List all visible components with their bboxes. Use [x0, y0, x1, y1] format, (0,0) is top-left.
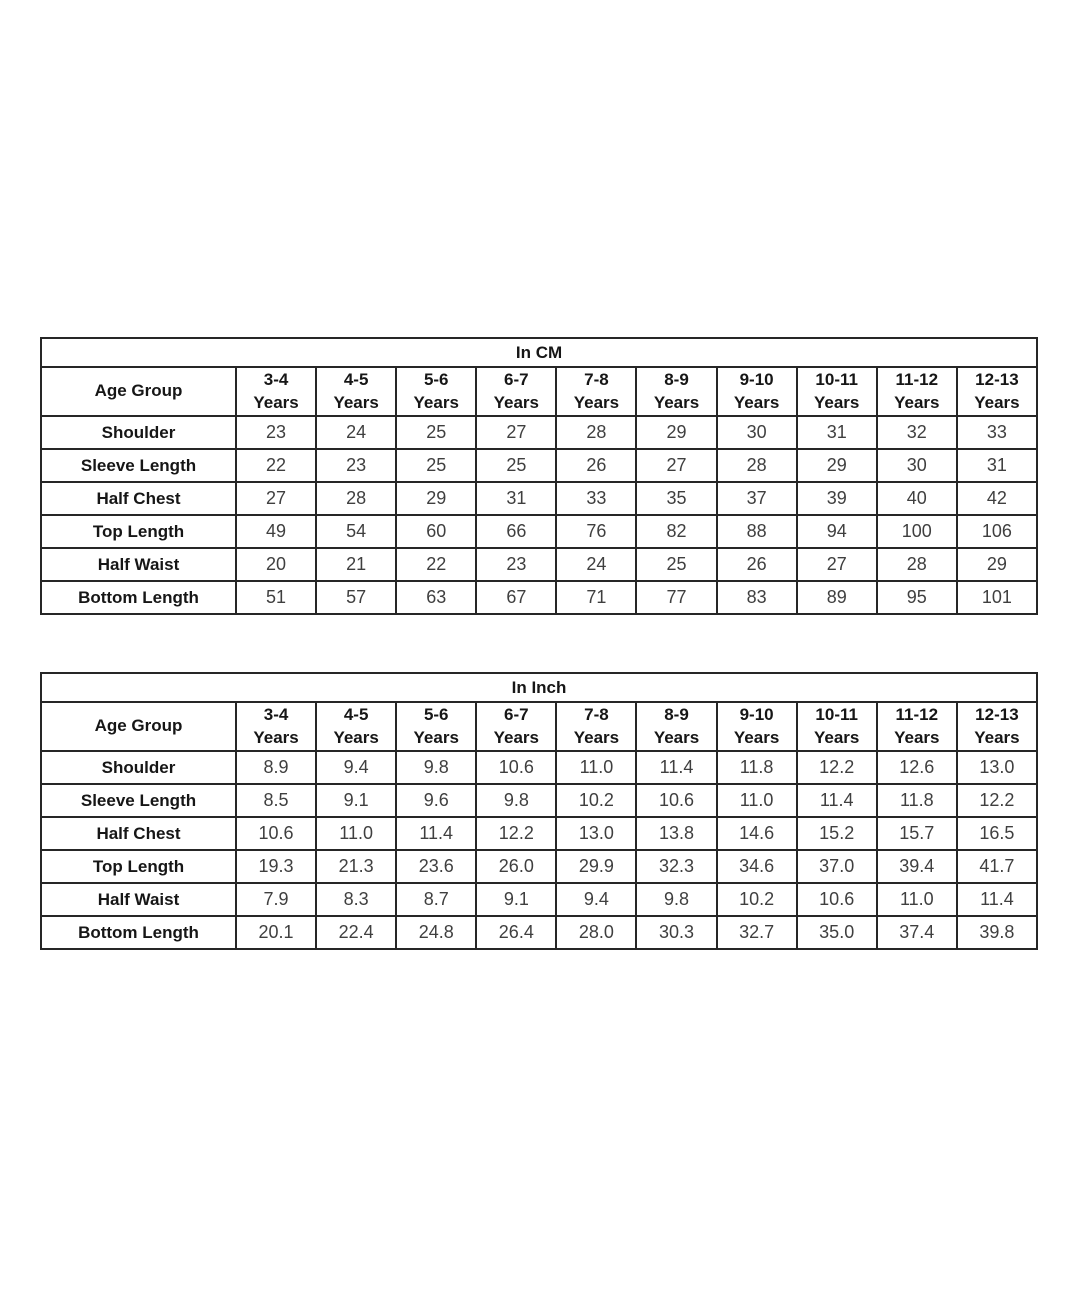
measurement-value: 11.4	[797, 784, 877, 817]
measurement-value: 39.8	[957, 916, 1037, 949]
table-row	[41, 548, 1037, 581]
age-group-header: Age Group	[41, 702, 236, 751]
measurement-value: 57	[316, 581, 396, 614]
measurement-value: 12.2	[797, 751, 877, 784]
measurement-value: 31	[476, 482, 556, 515]
measurement-value: 37	[717, 482, 797, 515]
measurement-value: 10.2	[717, 883, 797, 916]
measurement-value: 11.8	[877, 784, 957, 817]
row-label: Top Length	[41, 515, 236, 548]
measurement-value: 7.9	[236, 883, 316, 916]
measurement-value: 10.6	[636, 784, 716, 817]
years-label: Years	[653, 392, 700, 412]
age-range-label: 12-13	[975, 704, 1019, 724]
measurement-value: 11.4	[396, 817, 476, 850]
age-range-label: 6-7	[504, 704, 529, 724]
measurement-value: 20.1	[236, 916, 316, 949]
measurement-value: 11.4	[636, 751, 716, 784]
measurement-value: 71	[556, 581, 636, 614]
measurement-value: 8.3	[316, 883, 396, 916]
measurement-value: 34.6	[717, 850, 797, 883]
row-label: Sleeve Length	[41, 784, 236, 817]
measurement-value: 77	[636, 581, 716, 614]
measurement-value: 30	[877, 449, 957, 482]
measurement-value: 42	[957, 482, 1037, 515]
table-row	[41, 449, 1037, 482]
measurement-value: 9.4	[556, 883, 636, 916]
table-row	[41, 751, 1037, 784]
measurement-value: 9.4	[316, 751, 396, 784]
age-range-label: 7-8	[584, 369, 609, 389]
measurement-value: 15.7	[877, 817, 957, 850]
row-label: Top Length	[41, 850, 236, 883]
measurement-value: 82	[636, 515, 716, 548]
measurement-value: 20	[236, 548, 316, 581]
measurement-value: 37.0	[797, 850, 877, 883]
column-header-7-8-years	[556, 367, 636, 416]
measurement-value: 106	[957, 515, 1037, 548]
age-range-label: 11-12	[895, 704, 939, 724]
table-row	[41, 416, 1037, 449]
measurement-value: 10.6	[797, 883, 877, 916]
measurement-value: 26	[717, 548, 797, 581]
table-row	[41, 916, 1037, 949]
measurement-value: 29	[957, 548, 1037, 581]
measurement-value: 27	[236, 482, 316, 515]
age-range-label: 12-13	[975, 369, 1019, 389]
measurement-value: 8.7	[396, 883, 476, 916]
age-range-label: 5-6	[423, 369, 449, 389]
measurement-value: 9.1	[476, 883, 556, 916]
measurement-value: 32	[877, 416, 957, 449]
measurement-value: 25	[476, 449, 556, 482]
table-row	[41, 883, 1037, 916]
measurement-value: 30	[717, 416, 797, 449]
column-header-5-6-years	[396, 367, 476, 416]
column-header-5-6-years	[396, 702, 476, 751]
measurement-value: 51	[236, 581, 316, 614]
measurement-value: 13.0	[957, 751, 1037, 784]
age-range-label: 10-11	[815, 704, 858, 724]
measurement-value: 8.9	[236, 751, 316, 784]
measurement-value: 21.3	[316, 850, 396, 883]
measurement-value: 11.0	[717, 784, 797, 817]
years-label: Years	[814, 392, 860, 412]
table-title: In CM	[41, 338, 1037, 367]
age-range-label: 11-12	[895, 369, 939, 389]
column-header-11-12-years	[877, 367, 957, 416]
measurement-value: 60	[396, 515, 476, 548]
column-header-10-11-years	[797, 367, 877, 416]
measurement-value: 22	[396, 548, 476, 581]
measurement-value: 23.6	[396, 850, 476, 883]
measurement-value: 95	[877, 581, 957, 614]
table-title: In Inch	[41, 673, 1037, 702]
years-label: Years	[894, 727, 940, 747]
years-label: Years	[253, 392, 299, 412]
age-range-label: 10-11	[815, 369, 858, 389]
years-label: Years	[333, 727, 379, 747]
measurement-value: 24	[556, 548, 636, 581]
measurement-value: 25	[396, 416, 476, 449]
measurement-value: 13.8	[636, 817, 716, 850]
measurement-value: 89	[797, 581, 877, 614]
years-label: Years	[413, 392, 459, 412]
measurement-value: 8.5	[236, 784, 316, 817]
column-header-6-7-years	[476, 367, 556, 416]
measurement-value: 32.3	[636, 850, 716, 883]
measurement-value: 9.1	[316, 784, 396, 817]
measurement-value: 26.4	[476, 916, 556, 949]
measurement-value: 10.6	[476, 751, 556, 784]
measurement-value: 11.0	[877, 883, 957, 916]
row-label: Bottom Length	[41, 581, 236, 614]
years-label: Years	[894, 392, 940, 412]
measurement-value: 14.6	[717, 817, 797, 850]
measurement-value: 35	[636, 482, 716, 515]
size-table-inch	[40, 672, 1038, 950]
measurement-value: 21	[316, 548, 396, 581]
column-header-7-8-years	[556, 702, 636, 751]
years-label: Years	[814, 727, 860, 747]
measurement-value: 22.4	[316, 916, 396, 949]
age-range-label: 9-10	[739, 704, 774, 724]
measurement-value: 32.7	[717, 916, 797, 949]
row-label: Half Waist	[41, 883, 236, 916]
measurement-value: 11.4	[957, 883, 1037, 916]
measurement-value: 11.8	[717, 751, 797, 784]
measurement-value: 49	[236, 515, 316, 548]
measurement-value: 83	[717, 581, 797, 614]
years-label: Years	[974, 392, 1020, 412]
row-label: Shoulder	[41, 751, 236, 784]
age-range-label: 5-6	[423, 704, 449, 724]
age-range-label: 6-7	[504, 369, 529, 389]
column-header-10-11-years	[797, 702, 877, 751]
size-table-cm	[40, 337, 1038, 615]
measurement-value: 76	[556, 515, 636, 548]
years-label: Years	[733, 727, 780, 747]
measurement-value: 100	[877, 515, 957, 548]
column-header-3-4-years	[236, 367, 316, 416]
years-label: Years	[974, 727, 1020, 747]
age-range-label: 8-9	[664, 704, 689, 724]
measurement-value: 16.5	[957, 817, 1037, 850]
table-row	[41, 817, 1037, 850]
measurement-value: 29.9	[556, 850, 636, 883]
age-range-label: 8-9	[664, 369, 689, 389]
measurement-value: 23	[236, 416, 316, 449]
age-range-label: 3-4	[263, 704, 289, 724]
measurement-value: 63	[396, 581, 476, 614]
measurement-value: 9.8	[396, 751, 476, 784]
column-header-9-10-years	[717, 702, 797, 751]
years-label: Years	[493, 392, 540, 412]
table-row	[41, 850, 1037, 883]
column-header-11-12-years	[877, 702, 957, 751]
column-header-8-9-years	[636, 367, 716, 416]
years-label: Years	[413, 727, 459, 747]
age-range-label: 7-8	[584, 704, 609, 724]
measurement-value: 88	[717, 515, 797, 548]
years-label: Years	[573, 727, 620, 747]
measurement-value: 28.0	[556, 916, 636, 949]
row-label: Half Chest	[41, 482, 236, 515]
measurement-value: 33	[556, 482, 636, 515]
measurement-value: 15.2	[797, 817, 877, 850]
years-label: Years	[653, 727, 700, 747]
column-header-6-7-years	[476, 702, 556, 751]
years-label: Years	[333, 392, 379, 412]
measurement-value: 26	[556, 449, 636, 482]
measurement-value: 10.6	[236, 817, 316, 850]
measurement-value: 24.8	[396, 916, 476, 949]
column-header-12-13-years	[957, 367, 1037, 416]
measurement-value: 41.7	[957, 850, 1037, 883]
measurement-value: 13.0	[556, 817, 636, 850]
measurement-value: 10.2	[556, 784, 636, 817]
measurement-value: 11.0	[316, 817, 396, 850]
years-label: Years	[573, 392, 620, 412]
measurement-value: 12.2	[476, 817, 556, 850]
measurement-value: 66	[476, 515, 556, 548]
measurement-value: 23	[476, 548, 556, 581]
column-header-12-13-years	[957, 702, 1037, 751]
measurement-value: 28	[717, 449, 797, 482]
measurement-value: 25	[396, 449, 476, 482]
measurement-value: 39.4	[877, 850, 957, 883]
measurement-value: 101	[957, 581, 1037, 614]
row-label: Shoulder	[41, 416, 236, 449]
measurement-value: 9.6	[396, 784, 476, 817]
measurement-value: 22	[236, 449, 316, 482]
measurement-value: 33	[957, 416, 1037, 449]
measurement-value: 67	[476, 581, 556, 614]
measurement-value: 23	[316, 449, 396, 482]
measurement-value: 25	[636, 548, 716, 581]
table-row	[41, 581, 1037, 614]
measurement-value: 11.0	[556, 751, 636, 784]
column-header-8-9-years	[636, 702, 716, 751]
column-header-3-4-years	[236, 702, 316, 751]
measurement-value: 31	[957, 449, 1037, 482]
row-label: Sleeve Length	[41, 449, 236, 482]
age-range-label: 4-5	[343, 704, 369, 724]
measurement-value: 39	[797, 482, 877, 515]
measurement-value: 35.0	[797, 916, 877, 949]
measurement-value: 28	[316, 482, 396, 515]
age-range-label: 9-10	[739, 369, 774, 389]
table-row	[41, 515, 1037, 548]
measurement-value: 26.0	[476, 850, 556, 883]
years-label: Years	[253, 727, 299, 747]
age-range-label: 4-5	[343, 369, 369, 389]
table-row	[41, 784, 1037, 817]
measurement-value: 28	[877, 548, 957, 581]
column-header-9-10-years	[717, 367, 797, 416]
measurement-value: 12.2	[957, 784, 1037, 817]
measurement-value: 29	[636, 416, 716, 449]
measurement-value: 12.6	[877, 751, 957, 784]
measurement-value: 9.8	[476, 784, 556, 817]
measurement-value: 29	[797, 449, 877, 482]
measurement-value: 9.8	[636, 883, 716, 916]
age-group-header: Age Group	[41, 367, 236, 416]
measurement-value: 28	[556, 416, 636, 449]
measurement-value: 40	[877, 482, 957, 515]
age-range-label: 3-4	[263, 369, 289, 389]
row-label: Half Waist	[41, 548, 236, 581]
row-label: Half Chest	[41, 817, 236, 850]
measurement-value: 31	[797, 416, 877, 449]
measurement-value: 94	[797, 515, 877, 548]
measurement-value: 27	[476, 416, 556, 449]
measurement-value: 30.3	[636, 916, 716, 949]
table-row	[41, 482, 1037, 515]
measurement-value: 27	[636, 449, 716, 482]
years-label: Years	[493, 727, 540, 747]
measurement-value: 24	[316, 416, 396, 449]
column-header-4-5-years	[316, 367, 396, 416]
measurement-value: 27	[797, 548, 877, 581]
measurement-value: 19.3	[236, 850, 316, 883]
row-label: Bottom Length	[41, 916, 236, 949]
measurement-value: 37.4	[877, 916, 957, 949]
column-header-4-5-years	[316, 702, 396, 751]
years-label: Years	[733, 392, 780, 412]
measurement-value: 29	[396, 482, 476, 515]
measurement-value: 54	[316, 515, 396, 548]
